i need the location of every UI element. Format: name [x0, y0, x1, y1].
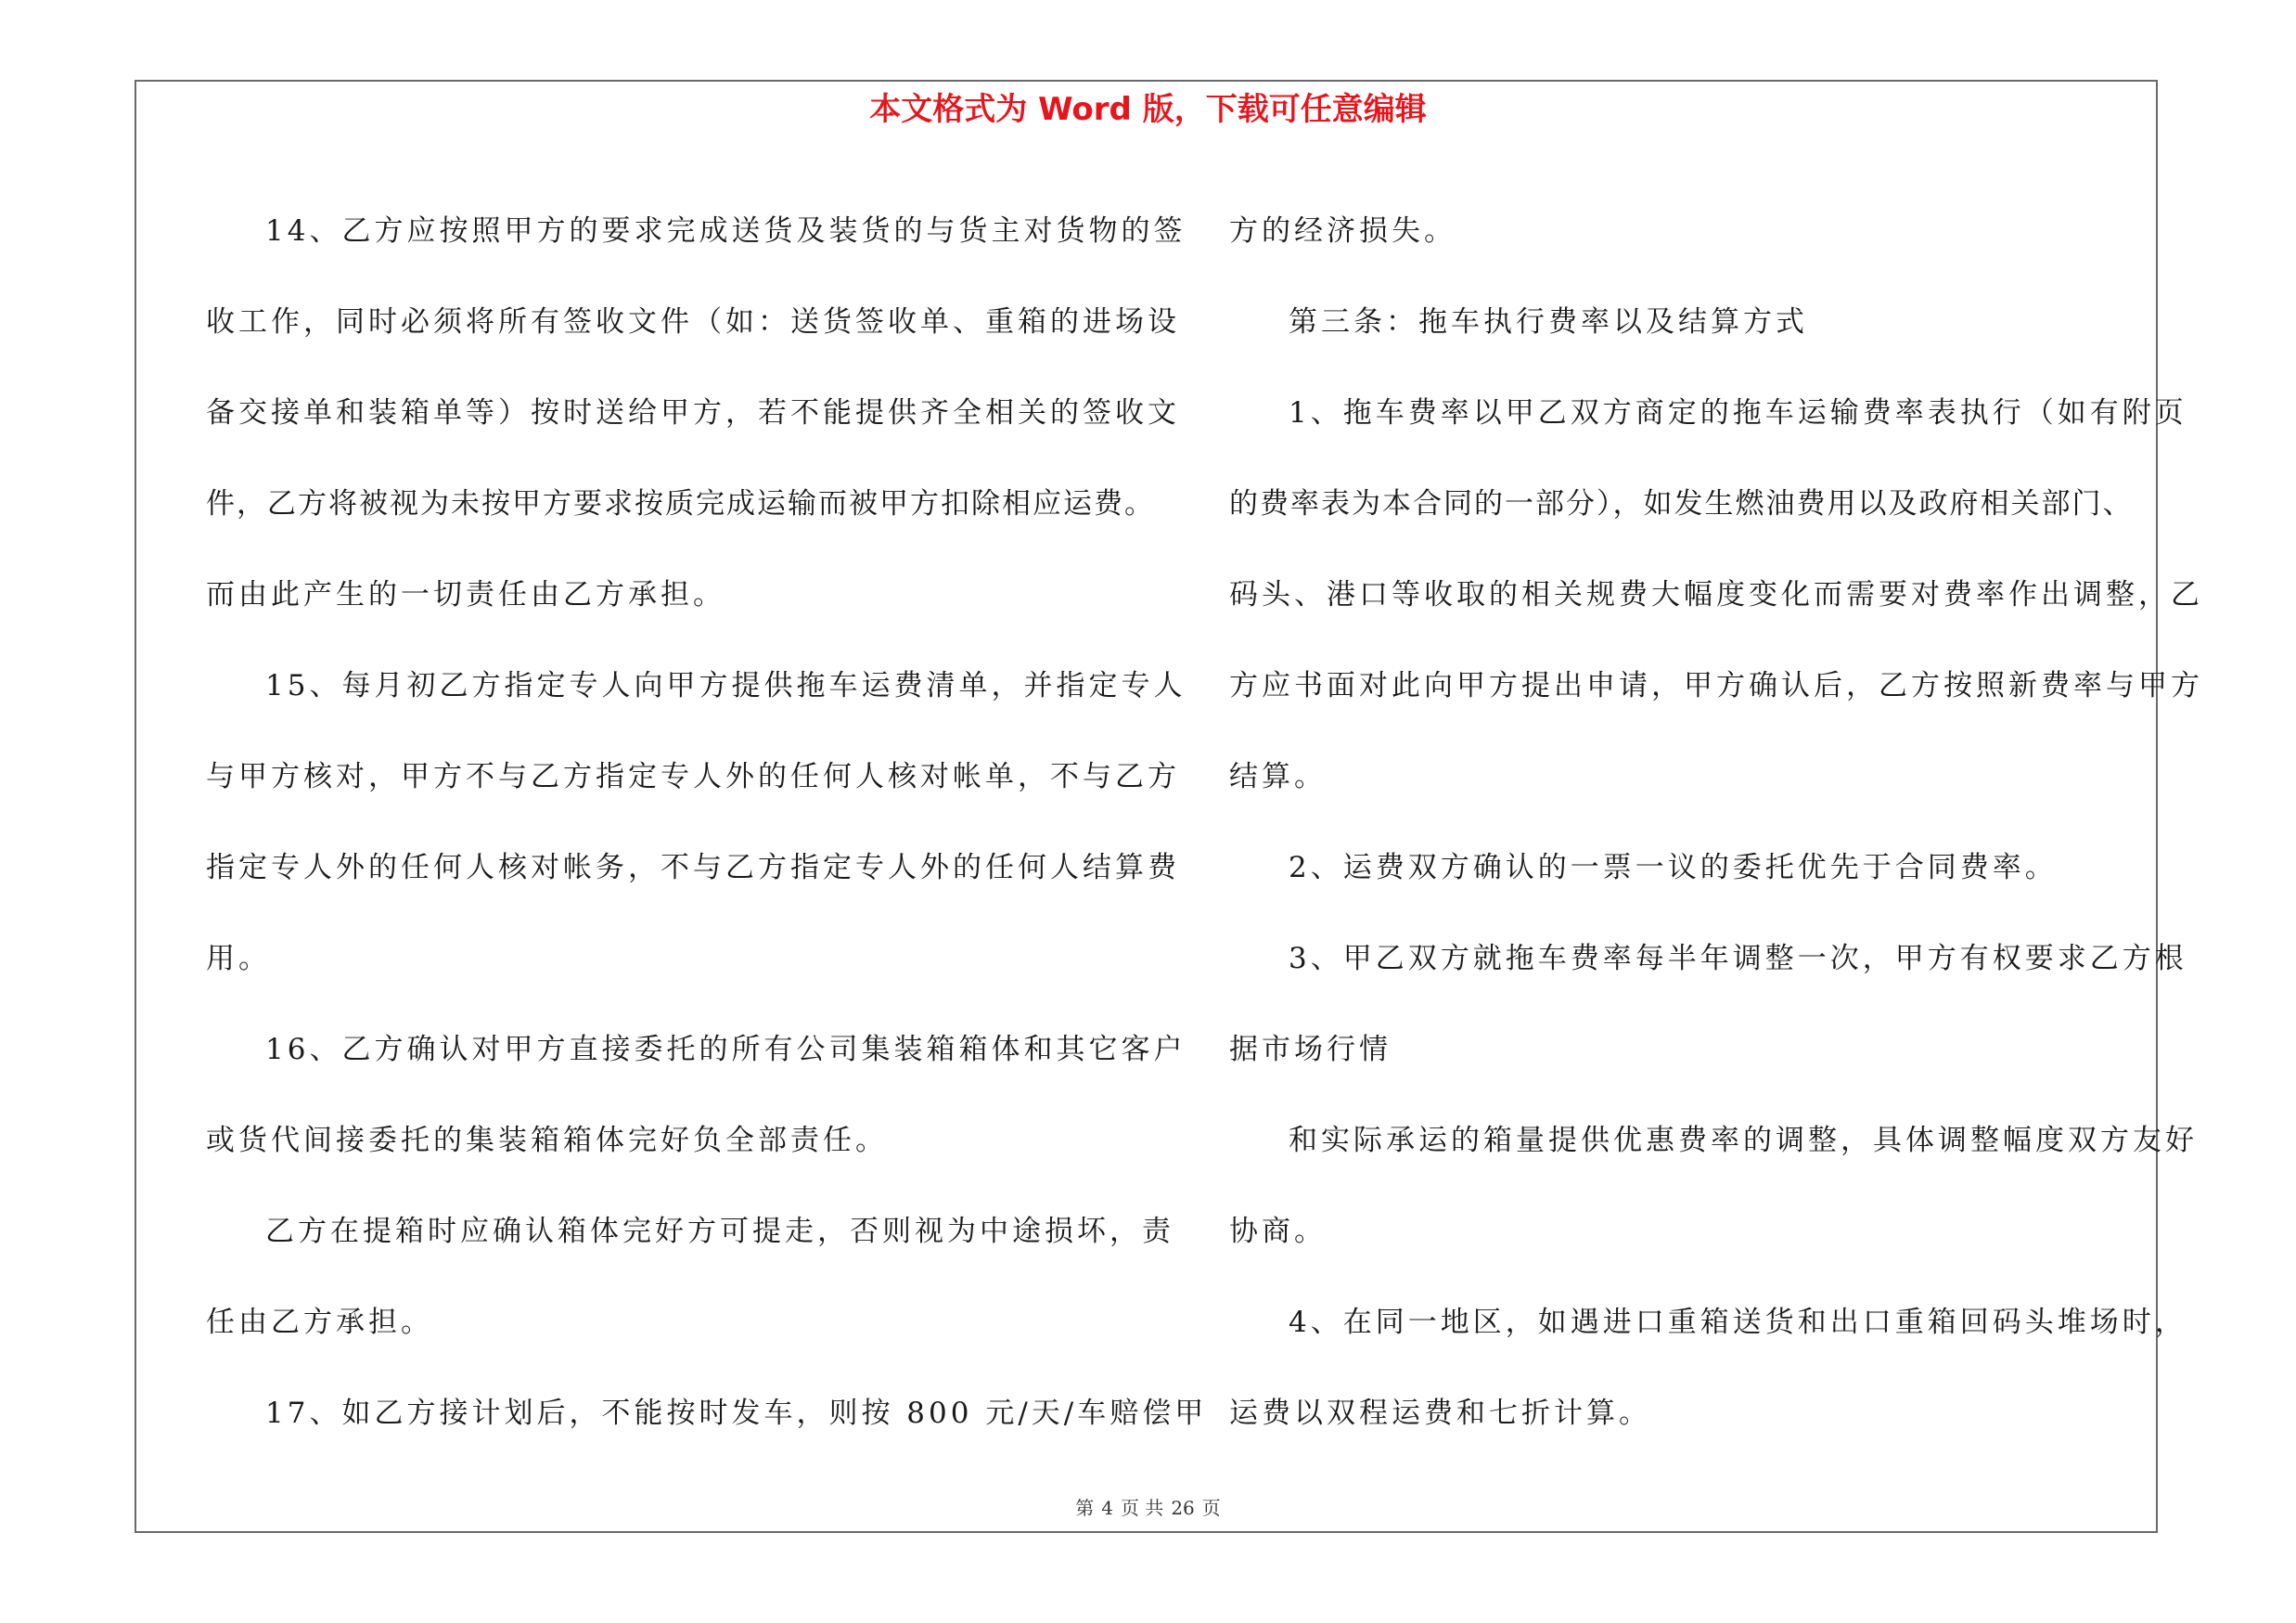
- right-line: 3、甲乙双方就拖车费率每半年调整一次，甲方有权要求乙方根: [1289, 942, 2187, 975]
- right-line: 码头、港口等收取的相关规费大幅度变化而需要对费率作出调整，乙: [1229, 578, 2203, 612]
- left-line: 而由此产生的一切责任由乙方承担。: [206, 578, 725, 612]
- left-line: 任由乙方承担。: [206, 1306, 433, 1339]
- page-number-suffix: 页: [1201, 1497, 1221, 1519]
- right-line: 结算。: [1229, 760, 1327, 793]
- left-line: 14、乙方应按照甲方的要求完成送货及装货的与货主对货物的签: [265, 214, 1186, 248]
- right-line: 4、在同一地区，如遇进口重箱送货和出口重箱回码头堆场时，: [1289, 1306, 2187, 1339]
- right-line: 1、拖车费率以甲乙双方商定的拖车运输费率表执行（如有附页: [1289, 396, 2187, 430]
- format-banner: 本文格式为 Word 版，下载可任意编辑: [869, 91, 1427, 128]
- left-line: 用。: [206, 942, 271, 975]
- right-line: 的费率表为本合同的一部分），如发生燃油费用以及政府相关部门、: [1229, 487, 2134, 521]
- left-line: 指定专人外的任何人核对帐务，不与乙方指定专人外的任何人结算费: [206, 851, 1180, 884]
- left-line: 乙方在提箱时应确认箱体完好方可提走，否则视为中途损坏，责: [265, 1215, 1174, 1248]
- right-column: [1229, 186, 2203, 1459]
- right-line: 和实际承运的箱量提供优惠费率的调整，具体调整幅度双方友好: [1289, 1124, 2198, 1157]
- left-line: 备交接单和装箱单等）按时送给甲方，若不能提供齐全相关的签收文: [206, 396, 1180, 430]
- right-line: 运费以双程运费和七折计算。: [1229, 1397, 1651, 1430]
- right-line: 协商。: [1229, 1215, 1327, 1248]
- left-line: 15、每月初乙方指定专人向甲方提供拖车运费清单，并指定专人: [265, 669, 1186, 702]
- right-line: 据市场行情: [1229, 1033, 1392, 1066]
- page-number: [0, 1496, 2296, 1520]
- left-line: 或货代间接委托的集装箱箱体完好负全部责任。: [206, 1124, 888, 1157]
- left-line: 收工作，同时必须将所有签收文件（如：送货签收单、重箱的进场设: [206, 305, 1180, 339]
- right-line: 第三条：拖车执行费率以及结算方式: [1289, 305, 1808, 339]
- left-line: 17、如乙方接计划后，不能按时发车，则按 800 元/天/车赔偿甲: [265, 1397, 1208, 1430]
- right-line: 方的经济损失。: [1229, 214, 1456, 248]
- page-number-middle: 页 共: [1120, 1497, 1164, 1519]
- right-line: 方应书面对此向甲方提出申请，甲方确认后，乙方按照新费率与甲方: [1229, 669, 2203, 702]
- right-line: 2、运费双方确认的一票一议的委托优先于合同费率。: [1289, 851, 2058, 884]
- total-pages: 26: [1171, 1497, 1195, 1519]
- page-number-prefix: 第: [1075, 1497, 1095, 1519]
- left-line: 16、乙方确认对甲方直接委托的所有公司集装箱箱体和其它客户: [265, 1033, 1186, 1066]
- current-page: 4: [1101, 1497, 1113, 1519]
- left-line: 与甲方核对，甲方不与乙方指定专人外的任何人核对帐单，不与乙方: [206, 760, 1180, 793]
- left-line: 件，乙方将被视为未按甲方要求按质完成运输而被甲方扣除相应运费。: [206, 487, 1155, 521]
- left-column: [206, 186, 1208, 1459]
